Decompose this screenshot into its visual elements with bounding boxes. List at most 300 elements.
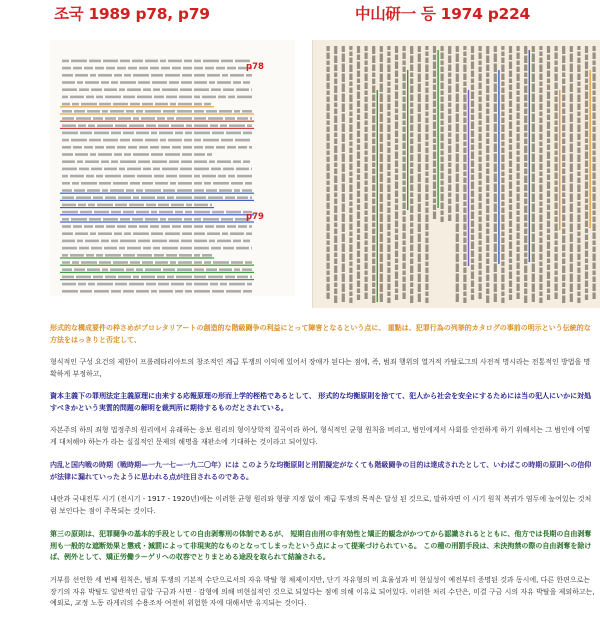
scan-vertical-char <box>380 134 383 143</box>
scan-vertical-char <box>509 169 512 174</box>
scan-vertical-char <box>517 53 520 60</box>
scan-vertical-char <box>471 62 474 70</box>
scan-vertical-char <box>494 134 497 143</box>
scan-vertical-char <box>456 74 459 83</box>
scan-vertical-char <box>471 251 474 258</box>
scan-vertical-char <box>357 109 360 114</box>
scan-vertical-char <box>585 139 588 144</box>
scan-text-stroke <box>117 67 126 70</box>
scan-vertical-char <box>517 233 520 240</box>
scan-vertical-char <box>562 133 565 138</box>
scan-vertical-char <box>448 193 451 198</box>
scan-vertical-char <box>410 103 413 108</box>
scan-vertical-char <box>410 245 413 252</box>
scan-vertical-char <box>532 174 535 183</box>
scan-vertical-char <box>365 263 368 270</box>
scan-text-stroke <box>62 117 74 120</box>
scan-vertical-char <box>486 289 489 295</box>
scan-vertical-char <box>448 199 451 205</box>
scan-vertical-char <box>486 206 489 214</box>
scan-vertical-char <box>425 164 428 171</box>
scan-text-stroke <box>105 196 116 199</box>
scan-vertical-char <box>365 113 368 120</box>
scan-vertical-char <box>509 46 512 53</box>
scan-vertical-char <box>365 61 368 66</box>
scan-text-stroke <box>210 124 218 127</box>
scan-text-stroke <box>101 160 109 163</box>
scan-vertical-char <box>524 169 527 175</box>
scan-text-stroke <box>194 132 210 135</box>
scan-vertical-char <box>479 164 482 172</box>
scan-vertical-char <box>395 281 398 288</box>
scan-vertical-char <box>425 298 428 304</box>
scan-vertical-char <box>342 74 345 83</box>
scan-vertical-char <box>539 275 542 283</box>
scan-vertical-char <box>448 139 451 145</box>
scan-vertical-char <box>547 272 550 280</box>
scan-text-stroke <box>93 276 103 279</box>
scan-vertical-char <box>509 101 512 108</box>
scan-vertical-char <box>555 233 558 240</box>
scan-vertical-char <box>486 296 489 304</box>
scan-vertical-char <box>349 164 352 171</box>
scan-text-stroke <box>111 240 118 243</box>
scan-text-stroke <box>219 189 232 192</box>
scan-text-stroke <box>87 189 100 192</box>
scan-highlight-underline <box>60 121 254 122</box>
scan-vertical-char <box>372 245 375 252</box>
scan-vertical-char <box>547 115 550 121</box>
scan-vertical-char <box>403 127 406 133</box>
scan-text-stroke <box>62 290 78 293</box>
scan-vertical-char <box>387 58 390 64</box>
scan-text-stroke <box>85 160 99 163</box>
scan-vertical-char <box>585 145 588 151</box>
scan-vertical-char <box>517 241 520 246</box>
scan-vertical-char <box>585 169 588 174</box>
scan-vertical-char <box>479 247 482 253</box>
scan-vertical-char <box>539 82 542 87</box>
scan-vertical-char <box>555 187 558 193</box>
scan-vertical-char <box>349 178 352 184</box>
scan-text-stroke <box>105 175 121 178</box>
scan-text-stroke <box>123 96 135 99</box>
scan-text-stroke <box>225 196 235 199</box>
paragraph-ja-4: 第三の原則は、犯罪闘争の基本的手段としての自由剥奪刑の体制であるが、 短期自由刑の非有効性と矯正的観念がかつてから認識されるとともに、他方では長期の自由剥奪刑も一般的な遮断効果と懲戒・減罰によって非現実的なものとなってしまったという点によって提案づけられている。 この種の刑罰手段は、未決拘禁の際の自由剥奪を除けば、例外として、矯正労働ラーゲリへの収容でとりまとめる途段を取られて結論される。 <box>50 530 592 562</box>
scan-vertical-char <box>539 164 542 171</box>
scan-vertical-char <box>486 236 489 244</box>
scan-vertical-char <box>532 164 535 173</box>
scan-vertical-char <box>334 223 337 228</box>
scan-text-stroke <box>223 247 234 250</box>
scan-vertical-char <box>365 151 368 156</box>
scan-vertical-char <box>349 284 352 291</box>
scan-vertical-char <box>524 95 527 102</box>
scan-text-stroke <box>133 117 139 120</box>
scan-text-stroke <box>142 103 153 106</box>
scan-vertical-char <box>547 109 550 114</box>
scan-vertical-char <box>593 97 596 103</box>
scan-vertical-char <box>441 53 444 60</box>
scan-vertical-char <box>471 115 474 121</box>
scan-vertical-char <box>562 229 565 235</box>
scan-text-stroke <box>62 139 69 142</box>
scan-vertical-char <box>593 151 596 156</box>
scan-vertical-char <box>357 175 360 181</box>
scan-vertical-char <box>395 115 398 121</box>
scan-vertical-char <box>562 139 565 145</box>
scan-vertical-char <box>555 121 558 126</box>
scan-text-stroke <box>143 88 151 91</box>
scan-vertical-char <box>577 172 580 177</box>
scan-vertical-char <box>585 191 588 198</box>
scan-vertical-char <box>501 134 504 141</box>
scan-vertical-char <box>357 62 360 70</box>
scan-vertical-char <box>577 125 580 133</box>
scan-vertical-char <box>349 142 352 147</box>
scan-vertical-char <box>395 251 398 258</box>
scan-text-stroke <box>236 247 249 250</box>
scan-text-stroke <box>206 268 217 271</box>
scan-vertical-char <box>471 212 474 220</box>
scan-text-stroke <box>178 103 192 106</box>
scan-vertical-char <box>357 272 360 280</box>
scan-vertical-char <box>403 233 406 240</box>
scan-text-stroke <box>151 290 157 293</box>
scan-vertical-char <box>418 64 421 73</box>
scan-vertical-char <box>501 215 504 223</box>
scan-vertical-char <box>517 224 520 232</box>
scan-vertical-char <box>334 65 337 72</box>
scan-vertical-char <box>570 164 573 173</box>
scan-vertical-char <box>570 284 573 293</box>
scan-text-stroke <box>72 261 79 264</box>
scan-vertical-char <box>425 88 428 94</box>
paragraph-ko-4: 거부를 선언한 세 번째 원칙은, 범죄 투쟁의 기본적 수단으로서의 자유 박탈 형 체제이지만, 단기 자유형의 비 효율성과 비 현실성이 예전부터 증명된 것과 동시에, 다른 한편으로는 장기의 자유 박탈도 일반적인 금압 구금과 사면 · 감형에 의해 비현실적인 것으로 되었다는 점에 의해 이유로 되어있다. 이러한 처리 수단은, 미결 구금 시의 자유 박탈을 제외하고는, 예외로, 교정 노동 라게리의 수용조차 여전히 위험한 자에 대해서만 유지되는 것이다. <box>50 576 595 608</box>
scan-vertical-char <box>539 268 542 274</box>
scan-vertical-char <box>425 194 428 201</box>
scan-vertical-char <box>357 145 360 151</box>
scan-vertical-char <box>456 274 459 283</box>
scan-text-stroke <box>80 132 92 135</box>
scan-vertical-char <box>547 71 550 78</box>
scan-vertical-char <box>539 245 542 253</box>
scan-vertical-char <box>448 65 451 72</box>
scan-vertical-char <box>539 208 542 214</box>
scan-vertical-char <box>593 83 596 90</box>
scan-vertical-char <box>395 139 398 144</box>
scan-vertical-char <box>570 124 573 133</box>
scan-vertical-char <box>463 95 466 103</box>
scan-vertical-char <box>524 139 527 145</box>
scan-vertical-char <box>349 275 352 283</box>
scan-text-stroke <box>194 168 209 171</box>
scan-vertical-char <box>395 71 398 78</box>
scan-text-stroke <box>127 88 141 91</box>
scan-vertical-char <box>380 124 383 133</box>
scan-vertical-char <box>494 46 497 52</box>
scan-vertical-char <box>486 73 489 78</box>
scan-vertical-char <box>524 133 527 138</box>
scan-vertical-char <box>501 292 504 297</box>
scan-vertical-char <box>517 134 520 142</box>
scan-vertical-char <box>570 264 573 273</box>
scan-text-stroke <box>143 247 151 250</box>
scan-text-stroke <box>70 254 84 257</box>
scan-vertical-char <box>570 134 573 143</box>
scan-text-stroke <box>106 225 115 228</box>
scan-vertical-char <box>471 145 474 151</box>
scan-vertical-char <box>463 164 466 171</box>
scan-vertical-char <box>380 204 383 213</box>
scan-vertical-char <box>509 191 512 198</box>
scan-text-stroke <box>226 290 241 293</box>
scan-vertical-char <box>555 61 558 66</box>
scan-vertical-char <box>524 215 527 222</box>
scan-vertical-char <box>562 185 565 192</box>
scan-vertical-char <box>509 235 512 241</box>
scan-vertical-char <box>524 236 527 244</box>
scan-text-stroke <box>225 117 235 120</box>
scan-vertical-char <box>494 54 497 63</box>
scan-text-stroke <box>91 247 102 250</box>
scan-vertical-char <box>585 259 588 264</box>
scan-text-stroke <box>182 74 192 77</box>
scan-text-stroke <box>246 74 252 77</box>
scan-vertical-char <box>517 164 520 172</box>
scan-vertical-char <box>410 109 413 115</box>
scan-vertical-char <box>479 97 482 103</box>
scan-vertical-char <box>349 95 352 103</box>
scan-vertical-char <box>357 191 360 198</box>
scan-text-stroke <box>161 146 170 149</box>
scan-vertical-char <box>501 185 504 193</box>
scan-vertical-char <box>395 229 398 234</box>
scan-text-stroke <box>128 225 137 228</box>
scan-vertical-char <box>387 104 390 111</box>
scan-text-stroke <box>102 189 108 192</box>
scan-vertical-char <box>479 254 482 262</box>
scan-vertical-char <box>380 54 383 63</box>
scan-vertical-char <box>547 295 550 301</box>
scan-text-stroke <box>186 204 192 207</box>
scan-vertical-char <box>532 46 535 52</box>
scan-text-stroke <box>208 117 223 120</box>
scan-vertical-char <box>334 266 337 274</box>
scan-vertical-char <box>463 172 466 177</box>
scan-vertical-char <box>380 154 383 163</box>
scan-vertical-char <box>357 235 360 241</box>
scan-text-stroke <box>84 225 93 228</box>
scan-vertical-char <box>357 131 360 138</box>
scan-vertical-char <box>448 116 451 124</box>
scan-vertical-char <box>342 154 345 163</box>
scan-text-stroke <box>152 160 167 163</box>
scan-text-stroke <box>62 110 72 113</box>
scan-text-stroke <box>95 67 104 70</box>
scan-vertical-char <box>517 83 520 90</box>
scan-vertical-char <box>577 224 580 231</box>
scan-vertical-char <box>403 46 406 51</box>
scan-vertical-char <box>570 194 573 203</box>
scan-text-stroke <box>231 261 243 264</box>
scan-vertical-char <box>494 264 497 273</box>
scan-text-stroke <box>98 232 112 235</box>
scan-vertical-char <box>547 55 550 61</box>
scan-text-stroke <box>62 124 76 127</box>
scan-vertical-char <box>547 101 550 108</box>
scan-text-stroke <box>117 146 126 149</box>
scan-vertical-char <box>387 134 390 141</box>
scan-vertical-char <box>418 204 421 213</box>
scan-text-stroke <box>62 67 71 70</box>
scan-vertical-char <box>433 139 436 144</box>
scan-vertical-char <box>532 254 535 263</box>
scan-text-stroke <box>178 261 192 264</box>
scan-text-stroke <box>99 182 111 185</box>
scan-vertical-char <box>327 217 330 223</box>
scan-vertical-char <box>365 67 368 73</box>
scan-vertical-char <box>471 55 474 61</box>
scan-text-stroke <box>230 74 244 77</box>
scan-vertical-char <box>539 104 542 111</box>
scan-vertical-char <box>570 84 573 93</box>
scan-vertical-char <box>357 79 360 84</box>
scan-text-stroke <box>74 268 85 271</box>
scan-vertical-char <box>334 206 337 214</box>
scan-vertical-char <box>349 134 352 141</box>
scan-vertical-char <box>539 46 542 50</box>
scan-vertical-char <box>365 181 368 186</box>
scan-vertical-char <box>410 283 413 288</box>
scan-text-stroke <box>86 175 94 178</box>
scan-text-stroke <box>194 189 204 192</box>
scan-vertical-char <box>334 289 337 295</box>
scan-vertical-char <box>334 46 337 54</box>
scan-vertical-char <box>342 194 345 203</box>
scan-vertical-char <box>494 234 497 243</box>
scan-text-stroke <box>75 153 88 156</box>
scan-vertical-char <box>486 215 489 222</box>
scan-text-stroke <box>194 60 201 63</box>
scan-vertical-char <box>433 79 436 84</box>
scan-text-stroke <box>181 160 192 163</box>
scan-vertical-char <box>334 73 337 78</box>
scan-vertical-char <box>365 157 368 163</box>
scan-vertical-char <box>479 91 482 96</box>
scan-text-stroke <box>209 81 215 84</box>
scan-vertical-char <box>577 142 580 147</box>
scan-vertical-char <box>486 155 489 162</box>
scan-vertical-char <box>471 175 474 181</box>
scan-vertical-char <box>562 125 565 132</box>
scan-vertical-char <box>403 97 406 103</box>
scan-text-stroke <box>154 254 164 257</box>
scan-text-stroke <box>111 211 121 214</box>
scan-vertical-char <box>349 298 352 304</box>
scan-vertical-char <box>509 265 512 271</box>
scan-text-stroke <box>62 211 78 214</box>
scan-text-stroke <box>145 110 161 113</box>
scan-vertical-char <box>494 154 497 163</box>
scan-vertical-char <box>524 296 527 304</box>
scan-vertical-char <box>479 46 482 51</box>
scan-text-stroke <box>126 268 134 271</box>
scan-vertical-char <box>372 229 375 235</box>
scan-text-stroke <box>206 189 217 192</box>
scan-vertical-char <box>517 97 520 103</box>
scan-vertical-char <box>441 97 444 103</box>
scan-vertical-char <box>410 95 413 102</box>
scan-text-stroke <box>120 160 136 163</box>
scan-text-stroke <box>152 240 167 243</box>
scan-vertical-char <box>539 194 542 201</box>
scan-vertical-char <box>532 284 535 293</box>
scan-text-stroke <box>250 117 252 120</box>
scan-vertical-char <box>372 259 375 265</box>
scan-vertical-char <box>349 74 352 81</box>
scan-vertical-char <box>509 175 512 181</box>
scan-vertical-char <box>327 293 330 300</box>
scan-text-stroke <box>123 211 134 214</box>
scan-text-stroke <box>62 146 71 149</box>
scan-vertical-char <box>403 247 406 253</box>
scan-vertical-char <box>433 161 436 168</box>
scan-vertical-char <box>486 163 489 168</box>
scan-text-stroke <box>133 276 139 279</box>
scan-vertical-char <box>463 254 466 261</box>
scan-vertical-char <box>380 64 383 73</box>
scan-text-stroke <box>132 139 143 142</box>
scan-text-stroke <box>183 225 192 228</box>
scan-vertical-char <box>524 185 527 192</box>
page-label-p78: p78 <box>246 62 264 72</box>
scan-text-stroke <box>209 240 215 243</box>
scan-text-stroke <box>179 254 192 257</box>
scan-vertical-char <box>524 206 527 214</box>
scan-text-stroke <box>96 96 103 99</box>
scan-vertical-char <box>517 181 520 186</box>
scan-vertical-char <box>418 284 421 293</box>
scan-vertical-char <box>562 199 565 205</box>
scan-vertical-char <box>463 82 466 87</box>
scan-vertical-char <box>524 253 527 258</box>
scan-vertical-char <box>577 118 580 124</box>
scan-vertical-char <box>387 238 390 244</box>
scan-vertical-char <box>593 127 596 133</box>
scan-vertical-char <box>577 284 580 291</box>
scan-text-stroke <box>237 276 248 279</box>
scan-text-stroke <box>62 74 73 77</box>
scan-text-stroke <box>113 261 128 264</box>
scan-vertical-char <box>456 284 459 293</box>
scan-vertical-char <box>539 298 542 304</box>
scan-vertical-char <box>471 92 474 100</box>
scan-vertical-char <box>555 173 558 180</box>
scan-vertical-char <box>562 223 565 228</box>
scan-vertical-char <box>501 224 504 231</box>
scan-vertical-char <box>395 122 398 130</box>
scan-vertical-char <box>593 254 596 262</box>
scan-vertical-char <box>418 114 421 123</box>
scan-text-stroke <box>180 247 192 250</box>
scan-vertical-char <box>577 215 580 223</box>
paragraph-ja-2: 資本主義下の罪刑法定主義原理に由来する応報原理の形而上学的桎梏であるとして、 形式的な均衡原則を捨てて、犯人から社会を安全にするためには当の犯人にいかに対処すべきかという実質的問題の解明を裁判所に期待するものだとされている。 <box>50 392 592 412</box>
scan-text-stroke <box>242 110 252 113</box>
scan-vertical-char <box>334 193 337 198</box>
scan-vertical-char <box>570 254 573 263</box>
scan-text-stroke <box>227 225 236 228</box>
